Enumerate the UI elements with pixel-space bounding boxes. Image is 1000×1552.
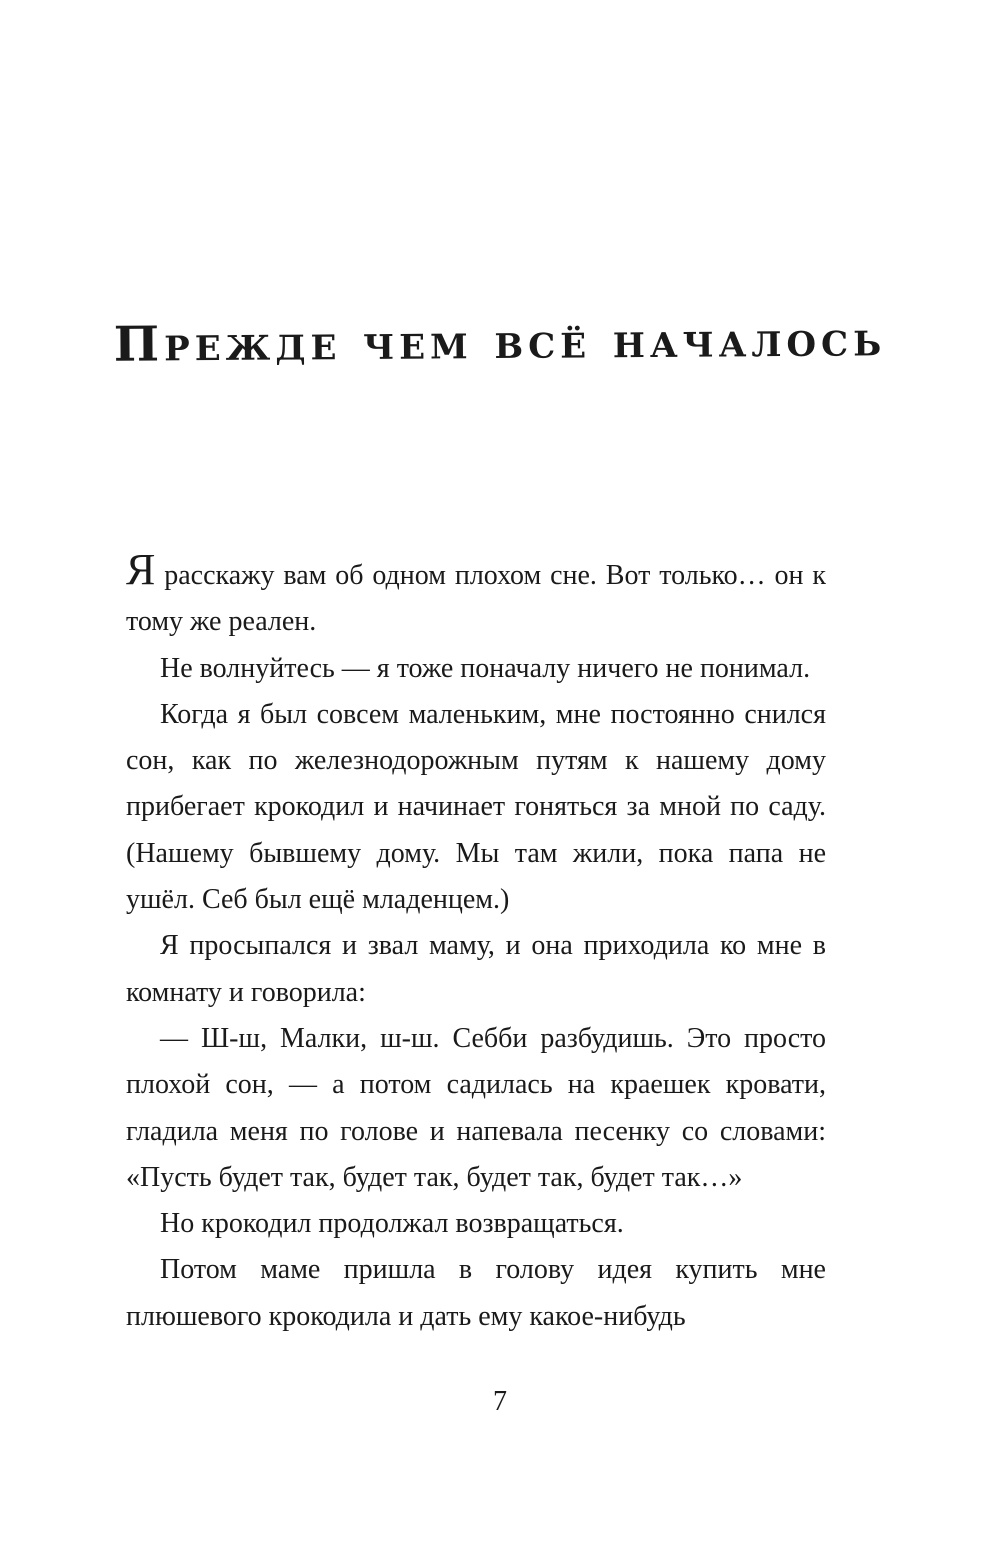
drop-cap: Я (126, 545, 156, 594)
paragraph-1-text: расскажу вам об одном плохом сне. Вот только… он к тому же реален. (126, 560, 826, 638)
paragraph-2: Не волнуйтесь — я тоже поначалу ничего не понимал. (160, 652, 811, 684)
page-number: 7 (493, 1386, 507, 1417)
paragraph-1 (126, 545, 826, 646)
chapter-body (126, 545, 826, 1340)
paragraph-6: Но крокодил продолжал возвращаться. (160, 1208, 624, 1240)
paragraph-7: Потом маме пришла в голову идея купить мне плюшевого крокодила и дать ему какое-нибудь (126, 1254, 826, 1332)
paragraph-5: — Ш-ш, Малки, ш-ш. Себби разбудишь. Это просто плохой сон, — а потом садилась на краешек кровати, гладила меня по голове и напевала песенку со словами: «Пусть будет так, будет так, будет так, будет так…» (126, 1022, 826, 1193)
chapter-title: Прежде чем всё началось (113, 311, 887, 373)
paragraph-3: Когда я был совсем маленьким, мне постоянно снился сон, как по железнодорожным путям к нашему дому прибегает крокодил и начинает гоняться за мной по саду. (Нашему бывшему дому. Мы там жили, пока папа не ушёл. Себ был ещё младенцем.) (126, 698, 826, 916)
paragraph-4: Я просыпался и звал маму, и она приходила ко мне в комнату и говорила: (126, 930, 826, 1008)
